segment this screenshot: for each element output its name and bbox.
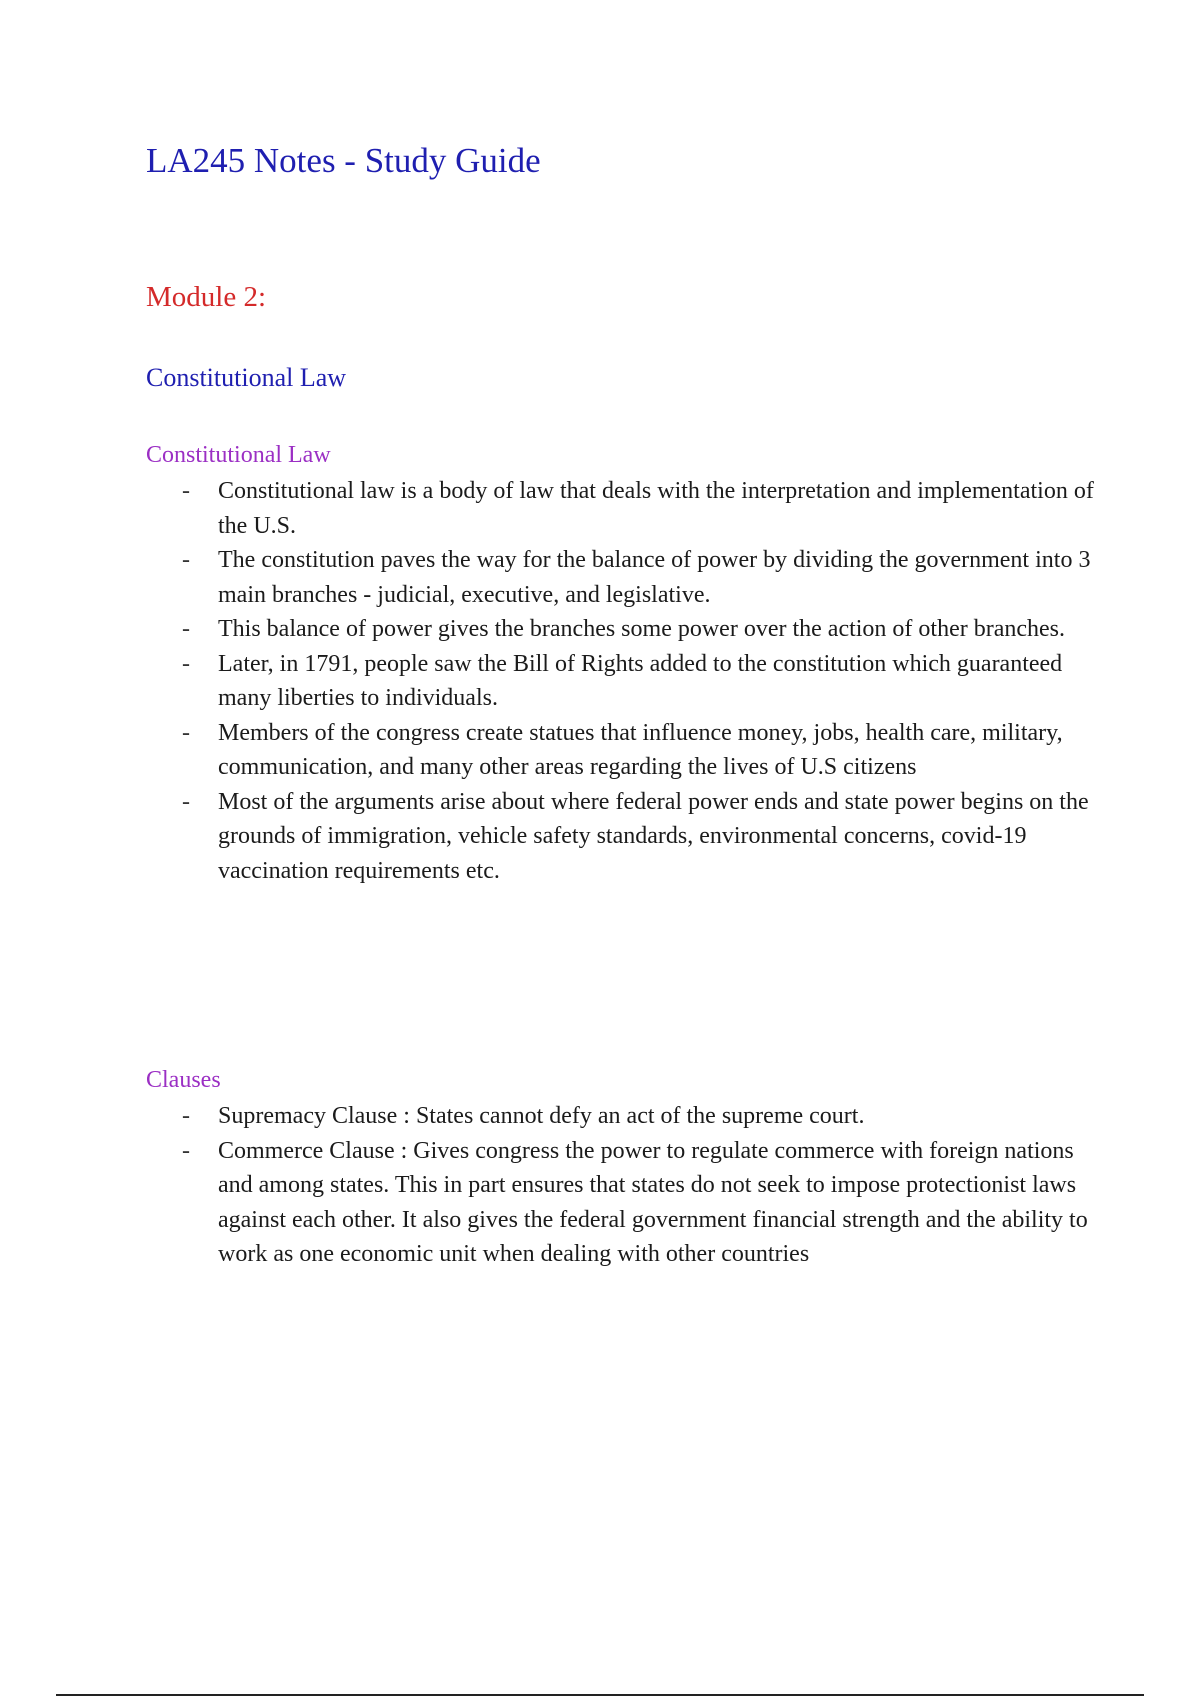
bullet-text: Constitutional law is a body of law that deals with the interpretation and implementation of the U.S. <box>218 478 1094 539</box>
list-item <box>146 543 1096 612</box>
list-item <box>146 716 1096 785</box>
dash-bullet-icon: - <box>182 1103 190 1129</box>
bullet-text: The constitution paves the way for the balance of power by dividing the government into 3 main branches - judicial, executive, and legislative. <box>218 547 1091 608</box>
list-item <box>146 474 1096 543</box>
bullet-text: Members of the congress create statues that influence money, jobs, health care, military, communication, and many other areas regarding the lives of U.S citizens <box>218 719 1063 780</box>
module-heading: Module 2: <box>146 281 267 313</box>
list-item <box>146 612 1096 647</box>
list-item <box>146 1099 1096 1134</box>
list-item <box>146 647 1096 716</box>
topic-heading: Constitutional Law <box>146 363 347 392</box>
bullet-text: Supremacy Clause : States cannot defy an act of the supreme court. <box>218 1103 865 1129</box>
bullet-text: Most of the arguments arise about where federal power ends and state power begins on the grounds of immigration, vehicle safety standards, environmental concerns, covid-19 vaccination requirements etc. <box>218 788 1089 884</box>
section-heading: Clauses <box>146 1067 221 1093</box>
bullet-text: Commerce Clause : Gives congress the power to regulate commerce with foreign nations and among states. This in part ensures that states do not seek to impose protectionist laws against each other. It also gives the federal government financial strength and the ability to work as one economic unit when dealing with other countries <box>218 1137 1088 1267</box>
section-heading: Constitutional Law <box>146 442 331 468</box>
bullet-list <box>146 1099 1096 1272</box>
clauses-section <box>146 1065 1096 1272</box>
dash-bullet-icon: - <box>182 478 190 504</box>
bullet-text: Later, in 1791, people saw the Bill of Rights added to the constitution which guaranteed many liberties to individuals. <box>218 650 1063 711</box>
constitutional-law-section <box>146 440 1096 888</box>
page-bottom-rule <box>56 1694 1144 1696</box>
dash-bullet-icon: - <box>182 650 190 677</box>
dash-bullet-icon: - <box>182 616 190 642</box>
dash-bullet-icon: - <box>182 1137 190 1164</box>
bullet-text: This balance of power gives the branches some power over the action of other branches. <box>218 616 1066 642</box>
dash-bullet-icon: - <box>182 719 190 746</box>
dash-bullet-icon: - <box>182 788 190 815</box>
bullet-list <box>146 474 1096 888</box>
dash-bullet-icon: - <box>182 547 190 573</box>
document-title: LA245 Notes - Study Guide <box>146 141 541 180</box>
list-item <box>146 785 1096 889</box>
list-item <box>146 1134 1096 1272</box>
